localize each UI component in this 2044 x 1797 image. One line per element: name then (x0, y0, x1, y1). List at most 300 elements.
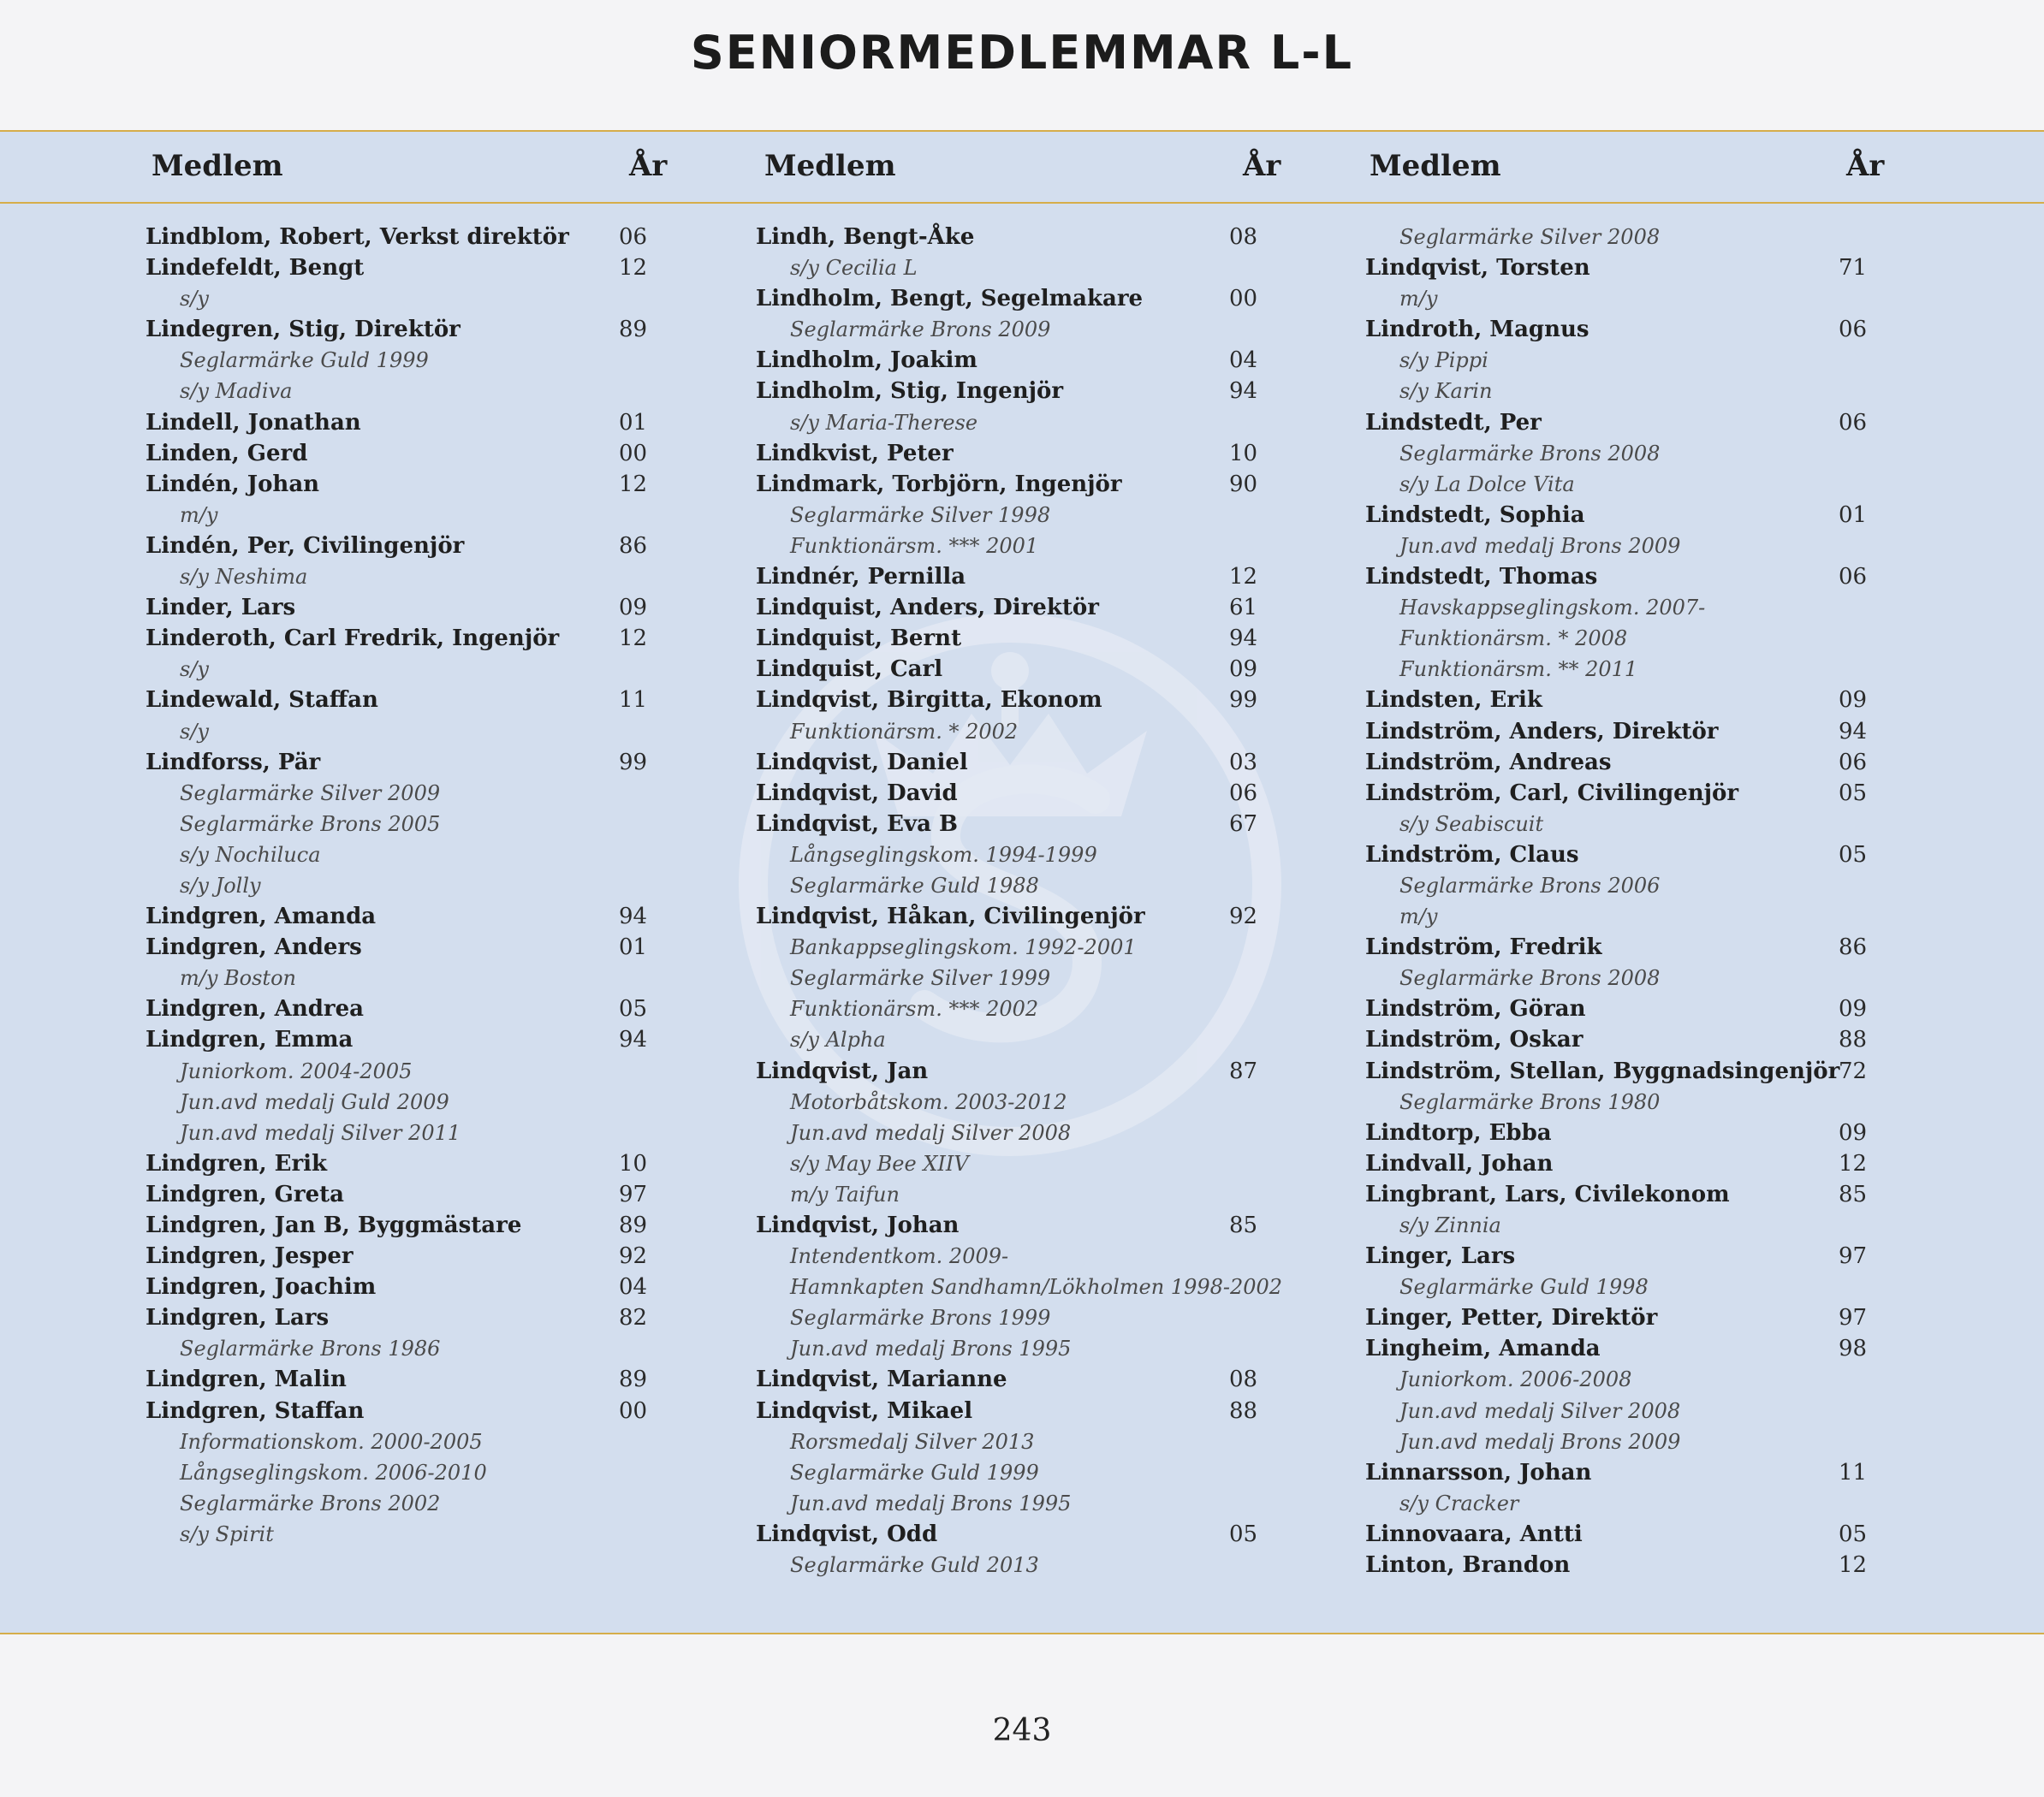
member-detail-row (1365, 623, 1922, 654)
member-row (1365, 407, 1922, 438)
member-detail-row (146, 809, 702, 839)
member-detail-row (756, 1087, 1312, 1118)
member-detail-row (756, 531, 1312, 561)
member-name: Lindforss, Pär (146, 749, 321, 775)
member-year: 99 (1229, 687, 1258, 714)
member-detail-row (146, 716, 702, 747)
member-detail: Funktionärsm. *** 2002 (790, 997, 1039, 1022)
column-header-medlem: Medlem (764, 149, 896, 183)
member-year: 06 (1839, 749, 1868, 775)
member-detail: Seglarmärke Brons 1999 (790, 1306, 1051, 1331)
member-row (146, 1210, 702, 1241)
member-detail-row (756, 1550, 1312, 1581)
column-header-ar: År (1846, 149, 1885, 183)
member-year: 12 (619, 471, 648, 497)
member-row (1365, 252, 1922, 283)
member-detail: Hamnkapten Sandhamn/Lökholmen 1998-2002 (790, 1275, 1283, 1300)
member-name: Lindström, Oskar (1365, 1027, 1584, 1053)
member-name: Lindstedt, Per (1365, 409, 1542, 436)
member-detail: Funktionärsm. ** 2011 (1399, 657, 1638, 682)
member-row (146, 1364, 702, 1395)
member-row (146, 932, 702, 963)
member-row (756, 1210, 1312, 1241)
member-year: 05 (1839, 841, 1868, 868)
member-row (756, 623, 1312, 654)
member-name: Lindewald, Staffan (146, 687, 378, 714)
member-detail: s/y Neshima (180, 565, 308, 590)
member-year: 06 (619, 224, 648, 250)
member-row (146, 747, 702, 778)
member-detail-row (1365, 654, 1922, 685)
member-detail-row (1365, 963, 1922, 993)
member-year: 61 (1229, 595, 1258, 621)
member-name: Lindell, Jonathan (146, 409, 361, 436)
member-name: Lindmark, Torbjörn, Ingenjör (756, 471, 1122, 497)
member-row (146, 685, 702, 715)
member-detail-row (1365, 1426, 1922, 1457)
member-name: Linder, Lars (146, 595, 296, 621)
member-year: 06 (1839, 317, 1868, 343)
member-row (1365, 1179, 1922, 1210)
member-detail: Seglarmärke Brons 2005 (180, 811, 441, 836)
page-title: SENIORMEDLEMMAR L-L (690, 26, 1354, 80)
member-name: Lindsten, Erik (1365, 687, 1542, 714)
member-row (1365, 1302, 1922, 1333)
member-row (756, 1364, 1312, 1395)
member-year: 89 (619, 1213, 648, 1238)
member-name: Lindquist, Anders, Direktör (756, 595, 1099, 621)
member-detail: Jun.avd medalj Brons 1995 (790, 1337, 1072, 1361)
member-detail: m/y Taifun (790, 1182, 900, 1207)
member-detail: s/y Karin (1399, 379, 1493, 404)
member-detail-row (146, 345, 702, 376)
member-year: 08 (1229, 1367, 1258, 1393)
member-name: Lindqvist, Johan (756, 1213, 960, 1238)
member-detail: m/y Boston (180, 966, 296, 991)
member-detail-row (756, 500, 1312, 531)
member-detail: Rorsmedalj Silver 2013 (790, 1429, 1035, 1454)
member-detail-row (146, 1087, 702, 1118)
member-detail-row (756, 314, 1312, 345)
member-year: 12 (1229, 564, 1258, 590)
member-year: 12 (619, 626, 648, 652)
member-name: Lindblom, Robert, Verkst direktör (146, 224, 569, 250)
member-name: Lindström, Stellan, Byggnadsingenjör (1365, 1058, 1840, 1084)
member-year: 04 (1229, 347, 1258, 374)
member-row (1365, 993, 1922, 1024)
member-year: 86 (1839, 934, 1868, 961)
member-detail-row (756, 252, 1312, 283)
member-detail: Jun.avd medalj Guld 2009 (180, 1089, 449, 1114)
member-name: Lindroth, Magnus (1365, 317, 1589, 343)
column-header-ar: År (629, 149, 668, 183)
member-year: 01 (619, 934, 648, 961)
member-row (146, 901, 702, 932)
member-row (1365, 1024, 1922, 1055)
member-name: Lindqvist, Marianne (756, 1367, 1007, 1393)
member-row (146, 1179, 702, 1210)
member-detail: Intendentkom. 2009- (790, 1244, 1009, 1269)
member-detail-row (756, 1241, 1312, 1272)
member-year: 97 (619, 1181, 648, 1207)
member-detail: Seglarmärke Brons 1986 (180, 1337, 441, 1361)
member-row (756, 469, 1312, 500)
member-detail-row (146, 1519, 702, 1550)
member-name: Lindvall, Johan (1365, 1150, 1554, 1177)
member-detail: Informationskom. 2000-2005 (180, 1429, 483, 1454)
member-year: 85 (1839, 1181, 1868, 1207)
member-detail-row (1365, 1364, 1922, 1395)
member-year: 86 (619, 532, 648, 559)
member-row (756, 654, 1312, 685)
member-name: Lindnér, Pernilla (756, 564, 966, 590)
member-name: Lindquist, Bernt (756, 626, 962, 652)
member-name: Lindstedt, Sophia (1365, 501, 1585, 528)
member-detail: s/y Zinnia (1399, 1213, 1501, 1237)
member-row (1365, 1457, 1922, 1488)
member-detail-row (1365, 901, 1922, 932)
member-name: Lindström, Göran (1365, 996, 1586, 1023)
member-detail: Jun.avd medalj Silver 2008 (790, 1120, 1072, 1145)
member-year: 98 (1839, 1336, 1868, 1362)
member-name: Lindstedt, Thomas (1365, 564, 1598, 590)
member-detail-row (1365, 222, 1922, 252)
member-detail-row (146, 1056, 702, 1087)
member-year: 90 (1229, 471, 1258, 497)
member-name: Lindqvist, Mikael (756, 1397, 973, 1424)
member-year: 06 (1839, 564, 1868, 590)
member-year: 05 (619, 996, 648, 1023)
member-detail-row (1365, 870, 1922, 901)
member-detail-row (1365, 283, 1922, 314)
member-name: Lindholm, Bengt, Segelmakare (756, 286, 1144, 312)
member-year: 88 (1839, 1027, 1868, 1053)
member-year: 94 (619, 1027, 648, 1053)
member-row (1365, 932, 1922, 963)
member-detail: Jun.avd medalj Brons 1995 (790, 1491, 1072, 1515)
member-year: 05 (1839, 1521, 1868, 1547)
column-header-ar: År (1243, 149, 1281, 183)
member-year: 94 (1229, 626, 1258, 652)
member-name: Lindström, Carl, Civilingenjör (1365, 780, 1739, 806)
member-detail: Funktionärsm. *** 2001 (790, 533, 1039, 558)
member-name: Lindholm, Stig, Ingenjör (756, 378, 1064, 405)
member-row (1365, 314, 1922, 345)
member-name: Linger, Lars (1365, 1243, 1516, 1270)
member-year: 97 (1839, 1305, 1868, 1331)
member-year: 97 (1839, 1243, 1868, 1270)
member-row (1365, 685, 1922, 715)
member-row (756, 901, 1312, 932)
member-detail: Seglarmärke Guld 1999 (180, 348, 429, 373)
member-name: Lindén, Per, Civilingenjör (146, 532, 465, 559)
member-detail: s/y Cracker (1399, 1491, 1519, 1515)
member-detail: s/y May Bee XIIV (790, 1151, 969, 1176)
member-detail-row (756, 1024, 1312, 1055)
member-name: Lindqvist, Jan (756, 1058, 929, 1084)
member-detail: Seglarmärke Brons 2008 (1399, 441, 1661, 466)
member-year: 06 (1839, 409, 1868, 436)
member-name: Lindgren, Erik (146, 1150, 328, 1177)
member-year: 94 (619, 904, 648, 930)
member-name: Lindqvist, Torsten (1365, 255, 1590, 282)
member-row (1365, 716, 1922, 747)
member-row (146, 1396, 702, 1426)
member-row (146, 407, 702, 438)
member-detail-row (146, 376, 702, 406)
member-detail-row (756, 1488, 1312, 1519)
member-detail: Seglarmärke Silver 1999 (790, 966, 1051, 991)
member-name: Lindgren, Amanda (146, 904, 377, 930)
member-row (1365, 500, 1922, 531)
member-detail: Seglarmärke Silver 2008 (1399, 225, 1661, 249)
member-name: Lindqvist, Håkan, Civilingenjör (756, 904, 1145, 930)
member-row (1365, 1241, 1922, 1272)
member-detail: Seglarmärke Silver 1998 (790, 502, 1051, 527)
member-year: 99 (619, 749, 648, 775)
member-detail-row (756, 839, 1312, 870)
member-row (146, 438, 702, 469)
member-name: Lindgren, Staffan (146, 1397, 365, 1424)
member-name: Linnovaara, Antti (1365, 1521, 1583, 1547)
member-detail: Funktionärsm. * 2002 (790, 719, 1019, 744)
member-name: Lindgren, Andrea (146, 996, 365, 1023)
member-detail-row (1365, 345, 1922, 376)
member-name: Lindström, Fredrik (1365, 934, 1602, 961)
member-detail: Seglarmärke Brons 2009 (790, 317, 1051, 342)
member-name: Lindtorp, Ebba (1365, 1119, 1552, 1146)
member-row (146, 993, 702, 1024)
member-year: 92 (619, 1243, 648, 1270)
member-year: 87 (1229, 1058, 1258, 1084)
page-number: 243 (992, 1713, 1052, 1748)
column-header-medlem: Medlem (1370, 149, 1501, 183)
member-row (756, 345, 1312, 376)
member-row (146, 1148, 702, 1179)
member-name: Lindqvist, Birgitta, Ekonom (756, 687, 1102, 714)
member-row (146, 469, 702, 500)
member-year: 67 (1229, 810, 1258, 837)
member-detail: Seglarmärke Silver 2009 (180, 780, 441, 805)
member-detail: m/y (180, 502, 218, 527)
member-row (756, 809, 1312, 839)
member-row (756, 778, 1312, 809)
member-detail-row (756, 716, 1312, 747)
member-year: 09 (1839, 996, 1868, 1023)
member-row (756, 1056, 1312, 1087)
member-detail: Seglarmärke Brons 2006 (1399, 873, 1661, 898)
member-row (1365, 1118, 1922, 1148)
member-row (756, 438, 1312, 469)
member-year: 11 (1839, 1459, 1868, 1486)
member-name: Lindström, Andreas (1365, 749, 1612, 775)
member-name: Lingbrant, Lars, Civilekonom (1365, 1181, 1730, 1207)
member-row (756, 561, 1312, 592)
member-detail: s/y Spirit (180, 1521, 274, 1546)
member-row (756, 685, 1312, 715)
member-detail: Långseglingskom. 1994-1999 (790, 842, 1097, 867)
member-name: Lindqvist, Eva B (756, 810, 958, 837)
member-detail: Havskappseglingskom. 2007- (1399, 596, 1706, 620)
member-detail: s/y Cecilia L (790, 256, 918, 281)
member-detail: s/y Maria-Therese (790, 410, 978, 435)
member-row (756, 283, 1312, 314)
member-year: 94 (1839, 718, 1868, 744)
member-year: 01 (1839, 501, 1868, 528)
member-year: 12 (1839, 1552, 1868, 1579)
member-detail-row (1365, 809, 1922, 839)
column-header-medlem: Medlem (152, 149, 283, 183)
member-detail-row (146, 870, 702, 901)
member-row (1365, 778, 1922, 809)
member-name: Lindgren, Anders (146, 934, 362, 961)
member-column-1 (146, 222, 702, 1550)
member-year: 11 (619, 687, 648, 714)
member-detail-row (756, 407, 1312, 438)
member-year: 92 (1229, 904, 1258, 930)
member-name: Lindgren, Lars (146, 1305, 330, 1331)
member-detail: Seglarmärke Guld 1999 (790, 1460, 1039, 1485)
member-detail: Funktionärsm. * 2008 (1399, 626, 1628, 651)
member-detail: Motorbåtskom. 2003-2012 (790, 1089, 1067, 1114)
member-detail-row (1365, 1210, 1922, 1241)
member-detail: Jun.avd medalj Silver 2008 (1399, 1398, 1681, 1423)
member-column-3 (1365, 222, 1922, 1581)
member-detail-row (1365, 1396, 1922, 1426)
member-detail: s/y Pippi (1399, 348, 1488, 373)
member-year: 00 (619, 1397, 648, 1424)
member-detail-row (146, 1426, 702, 1457)
member-row (146, 1024, 702, 1055)
member-year: 00 (1229, 286, 1258, 312)
member-name: Lindström, Claus (1365, 841, 1579, 868)
member-detail-row (756, 932, 1312, 963)
member-detail-row (146, 1118, 702, 1148)
member-year: 08 (1229, 224, 1258, 250)
member-row (756, 222, 1312, 252)
member-detail: Jun.avd medalj Silver 2011 (180, 1120, 461, 1145)
member-row (1365, 561, 1922, 592)
member-detail: s/y (180, 657, 209, 682)
member-name: Linden, Gerd (146, 440, 308, 466)
member-detail-row (146, 561, 702, 592)
member-name: Lindqvist, Daniel (756, 749, 968, 775)
member-year: 88 (1229, 1397, 1258, 1424)
member-row (146, 623, 702, 654)
member-detail-row (1365, 1087, 1922, 1118)
member-detail: Långseglingskom. 2006-2010 (180, 1460, 487, 1485)
member-year: 94 (1229, 378, 1258, 405)
member-year: 72 (1839, 1058, 1868, 1084)
member-row (1365, 1056, 1922, 1087)
member-name: Lindefeldt, Bengt (146, 255, 365, 282)
member-year: 82 (619, 1305, 648, 1331)
member-year: 03 (1229, 749, 1258, 775)
member-row (146, 1272, 702, 1302)
member-detail-row (1365, 1272, 1922, 1302)
member-year: 10 (1229, 440, 1258, 466)
member-name: Linger, Petter, Direktör (1365, 1305, 1658, 1331)
member-detail: s/y Alpha (790, 1028, 886, 1053)
member-detail-row (146, 778, 702, 809)
member-detail: Seglarmärke Brons 1980 (1399, 1089, 1661, 1114)
member-name: Lindkvist, Peter (756, 440, 954, 466)
member-year: 89 (619, 317, 648, 343)
member-row (146, 314, 702, 345)
member-detail-row (1365, 592, 1922, 623)
member-name: Lindgren, Jan B, Byggmästare (146, 1213, 522, 1238)
member-year: 09 (1839, 1119, 1868, 1146)
member-year: 85 (1229, 1213, 1258, 1238)
member-detail: Seglarmärke Brons 2008 (1399, 966, 1661, 991)
member-year: 01 (619, 409, 648, 436)
member-year: 09 (619, 595, 648, 621)
member-detail-row (146, 1488, 702, 1519)
member-detail: Seglarmärke Brons 2002 (180, 1491, 441, 1515)
member-name: Lindström, Anders, Direktör (1365, 718, 1719, 744)
member-detail: m/y (1399, 287, 1438, 311)
member-row (756, 1519, 1312, 1550)
member-row (146, 252, 702, 283)
member-detail-row (146, 1333, 702, 1364)
member-column-2 (756, 222, 1312, 1581)
table-header (0, 132, 2044, 204)
member-detail-row (756, 1333, 1312, 1364)
member-name: Lindgren, Emma (146, 1027, 354, 1053)
member-detail-row (756, 993, 1312, 1024)
member-detail-row (756, 963, 1312, 993)
member-detail-row (756, 1118, 1312, 1148)
member-detail: Bankappseglingskom. 1992-2001 (790, 935, 1137, 960)
member-name: Linton, Brandon (1365, 1552, 1571, 1579)
member-year: 09 (1839, 687, 1868, 714)
member-row (756, 1396, 1312, 1426)
member-name: Lindholm, Joakim (756, 347, 977, 374)
member-detail-row (146, 500, 702, 531)
member-detail-row (756, 1302, 1312, 1333)
member-detail-row (756, 1272, 1312, 1302)
member-row (756, 592, 1312, 623)
member-detail-row (146, 1457, 702, 1488)
member-year: 00 (619, 440, 648, 466)
member-name: Lindegren, Stig, Direktör (146, 317, 460, 343)
member-detail: m/y (1399, 904, 1438, 929)
member-year: 04 (619, 1274, 648, 1301)
member-detail-row (1365, 1488, 1922, 1519)
member-detail: s/y (180, 287, 209, 311)
member-row (1365, 1519, 1922, 1550)
member-detail: s/y Jolly (180, 873, 261, 898)
member-row (1365, 839, 1922, 870)
member-detail: Seglarmärke Guld 2013 (790, 1553, 1039, 1578)
member-name: Lindén, Johan (146, 471, 320, 497)
member-detail: Seglarmärke Guld 1988 (790, 873, 1039, 898)
member-detail: s/y La Dolce Vita (1399, 471, 1575, 496)
member-detail: Juniorkom. 2006-2008 (1399, 1367, 1632, 1392)
member-year: 10 (619, 1150, 648, 1177)
member-year: 06 (1229, 780, 1258, 806)
member-year: 89 (619, 1367, 648, 1393)
member-name: Linderoth, Carl Fredrik, Ingenjör (146, 626, 560, 652)
member-name: Lindgren, Jesper (146, 1243, 354, 1270)
member-detail-row (1365, 376, 1922, 406)
member-row (1365, 1333, 1922, 1364)
member-name: Lindgren, Malin (146, 1367, 347, 1393)
member-row (146, 531, 702, 561)
member-year: 12 (1839, 1150, 1868, 1177)
member-detail: Seglarmärke Guld 1998 (1399, 1275, 1649, 1300)
member-detail: Juniorkom. 2004-2005 (180, 1059, 413, 1083)
